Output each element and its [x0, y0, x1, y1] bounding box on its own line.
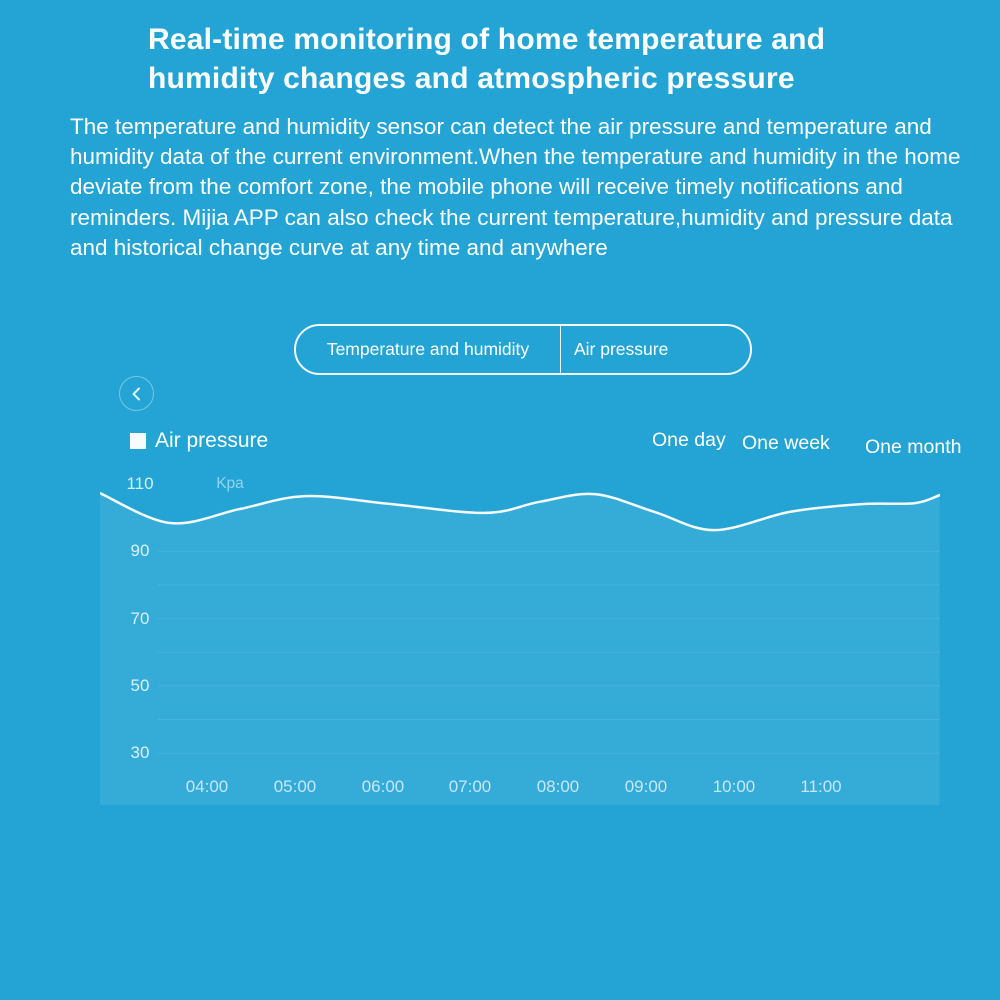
- x-axis-tick: 06:00: [361, 777, 405, 796]
- chart-canvas: [100, 460, 940, 805]
- range-one-month[interactable]: One month: [865, 436, 962, 458]
- y-axis-tick: 70: [130, 609, 150, 628]
- x-axis-tick: 10:00: [712, 777, 756, 796]
- y-axis-tick: 90: [130, 541, 150, 560]
- x-axis-tick: 04:00: [185, 777, 229, 796]
- x-axis-tick: 05:00: [273, 777, 317, 796]
- back-button[interactable]: [119, 376, 154, 411]
- chevron-left-icon: [129, 386, 145, 402]
- x-axis-tick: 07:00: [448, 777, 492, 796]
- y-axis-tick: 50: [130, 676, 150, 695]
- metric-tab-selector: [294, 324, 752, 375]
- range-one-week[interactable]: One week: [742, 432, 830, 454]
- tab-temperature-humidity[interactable]: Temperature and humidity: [326, 339, 530, 359]
- air-pressure-chart: [100, 460, 940, 805]
- tab-air-pressure[interactable]: Air pressure: [560, 326, 750, 373]
- legend-swatch-icon: [130, 433, 146, 449]
- legend-label: Air pressure: [155, 429, 269, 452]
- page-title: [148, 20, 928, 98]
- chart-legend: [130, 429, 268, 453]
- y-axis-tick: 30: [130, 743, 150, 762]
- y-axis-unit: Kpa: [216, 475, 244, 492]
- range-one-day[interactable]: One day: [652, 429, 726, 451]
- page-title-line1: Real-time monitoring of home temperature and: [148, 23, 826, 56]
- y-axis-tick: 110: [126, 474, 154, 493]
- x-axis-tick: 09:00: [624, 777, 668, 796]
- x-axis-tick: 11:00: [800, 777, 842, 796]
- page-description: The temperature and humidity sensor can detect the air pressure and temperature and humidity data of the current environment.When the temperature and humidity in the home deviate from the comfort zone, the mobile phone will receive timely notifications and reminders. Mijia APP can also check the current temperature,humidity and pressure data and historical change curve at any time and anywhere: [70, 114, 961, 260]
- x-axis-tick: 08:00: [536, 777, 580, 796]
- pressure-area-fill: [100, 493, 940, 805]
- page-title-line2: humidity changes and atmospheric pressure: [148, 62, 795, 95]
